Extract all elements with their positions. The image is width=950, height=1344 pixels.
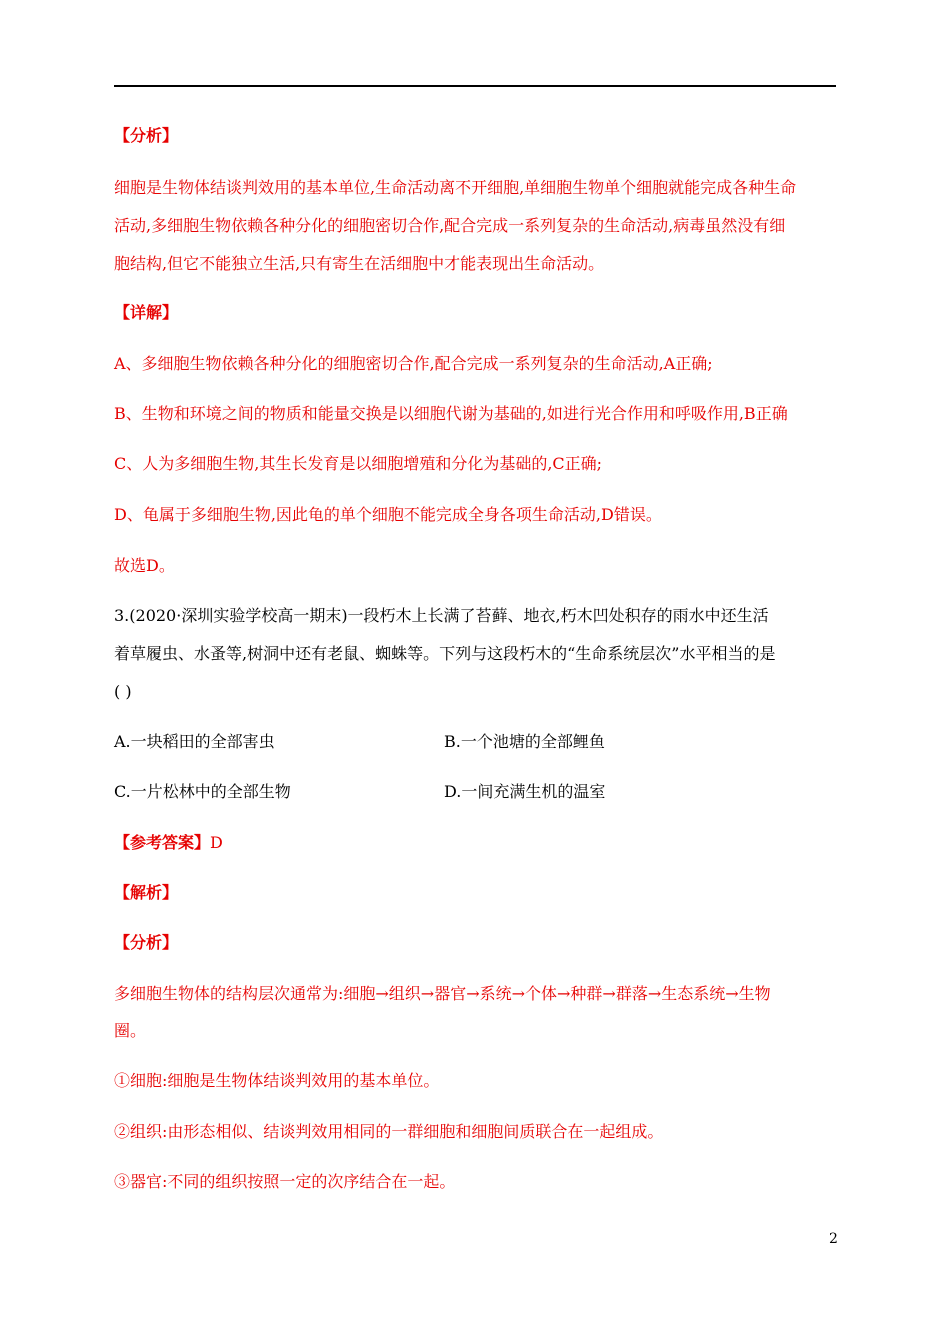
question-blank: ( ): [114, 682, 132, 701]
analysis-heading-2: 【分析】: [114, 933, 179, 952]
option-d: D.一间充满生机的温室: [444, 782, 606, 801]
analysis-heading: 【分析】: [114, 126, 179, 145]
header-rule: [114, 85, 836, 87]
detail-item-b: B、生物和环境之间的物质和能量交换是以细胞代谢为基础的,如进行光合作用和呼吸作用,B正确: [114, 404, 788, 423]
detail-item-a: A、多细胞生物依赖各种分化的细胞密切合作,配合完成一系列复杂的生命活动,A正确;: [114, 354, 713, 373]
detail-conclusion: 故选D。: [114, 556, 175, 575]
answer-label: 【参考答案】: [114, 833, 211, 852]
analysis-line: ③器官:不同的组织按照一定的次序结合在一起。: [114, 1172, 456, 1191]
option-a: A.一块稻田的全部害虫: [114, 732, 275, 751]
analysis-line: 圈。: [114, 1021, 147, 1040]
question-stem: 3.(2020·深圳实验学校高一期末)一段朽木上长满了苔藓、地衣,朽木凹处积存的雨水中还生活: [114, 606, 769, 625]
analysis-line: ①细胞:细胞是生物体结谈判效用的基本单位。: [114, 1071, 440, 1090]
analysis-line: 活动,多细胞生物依赖各种分化的细胞密切合作,配合完成一系列复杂的生命活动,病毒虽然没有细: [114, 216, 786, 235]
explain-heading: 【解析】: [114, 883, 179, 902]
question-stem: 着草履虫、水蚤等,树洞中还有老鼠、蜘蛛等。下列与这段朽木的“生命系统层次”水平相当的是: [114, 644, 776, 663]
answer-line: [114, 833, 223, 853]
analysis-line: 多细胞生物体的结构层次通常为:细胞→组织→器官→系统→个体→种群→群落→生态系统→生物: [114, 984, 771, 1003]
detail-heading: 【详解】: [114, 303, 179, 322]
page-number: 2: [829, 1231, 838, 1247]
detail-item-d: D、龟属于多细胞生物,因此龟的单个细胞不能完成全身各项生命活动,D错误。: [114, 505, 662, 524]
answer-value: D: [210, 833, 223, 852]
option-c: C.一片松林中的全部生物: [114, 782, 291, 801]
analysis-line: ②组织:由形态相似、结谈判效用相同的一群细胞和细胞间质联合在一起组成。: [114, 1122, 664, 1141]
analysis-line: 细胞是生物体结谈判效用的基本单位,生命活动离不开细胞,单细胞生物单个细胞就能完成各种生命: [114, 178, 797, 197]
detail-item-c: C、人为多细胞生物,其生长发育是以细胞增殖和分化为基础的,C正确;: [114, 454, 603, 473]
analysis-line: 胞结构,但它不能独立生活,只有寄生在活细胞中才能表现出生命活动。: [114, 254, 605, 273]
option-b: B.一个池塘的全部鲤鱼: [444, 732, 605, 751]
